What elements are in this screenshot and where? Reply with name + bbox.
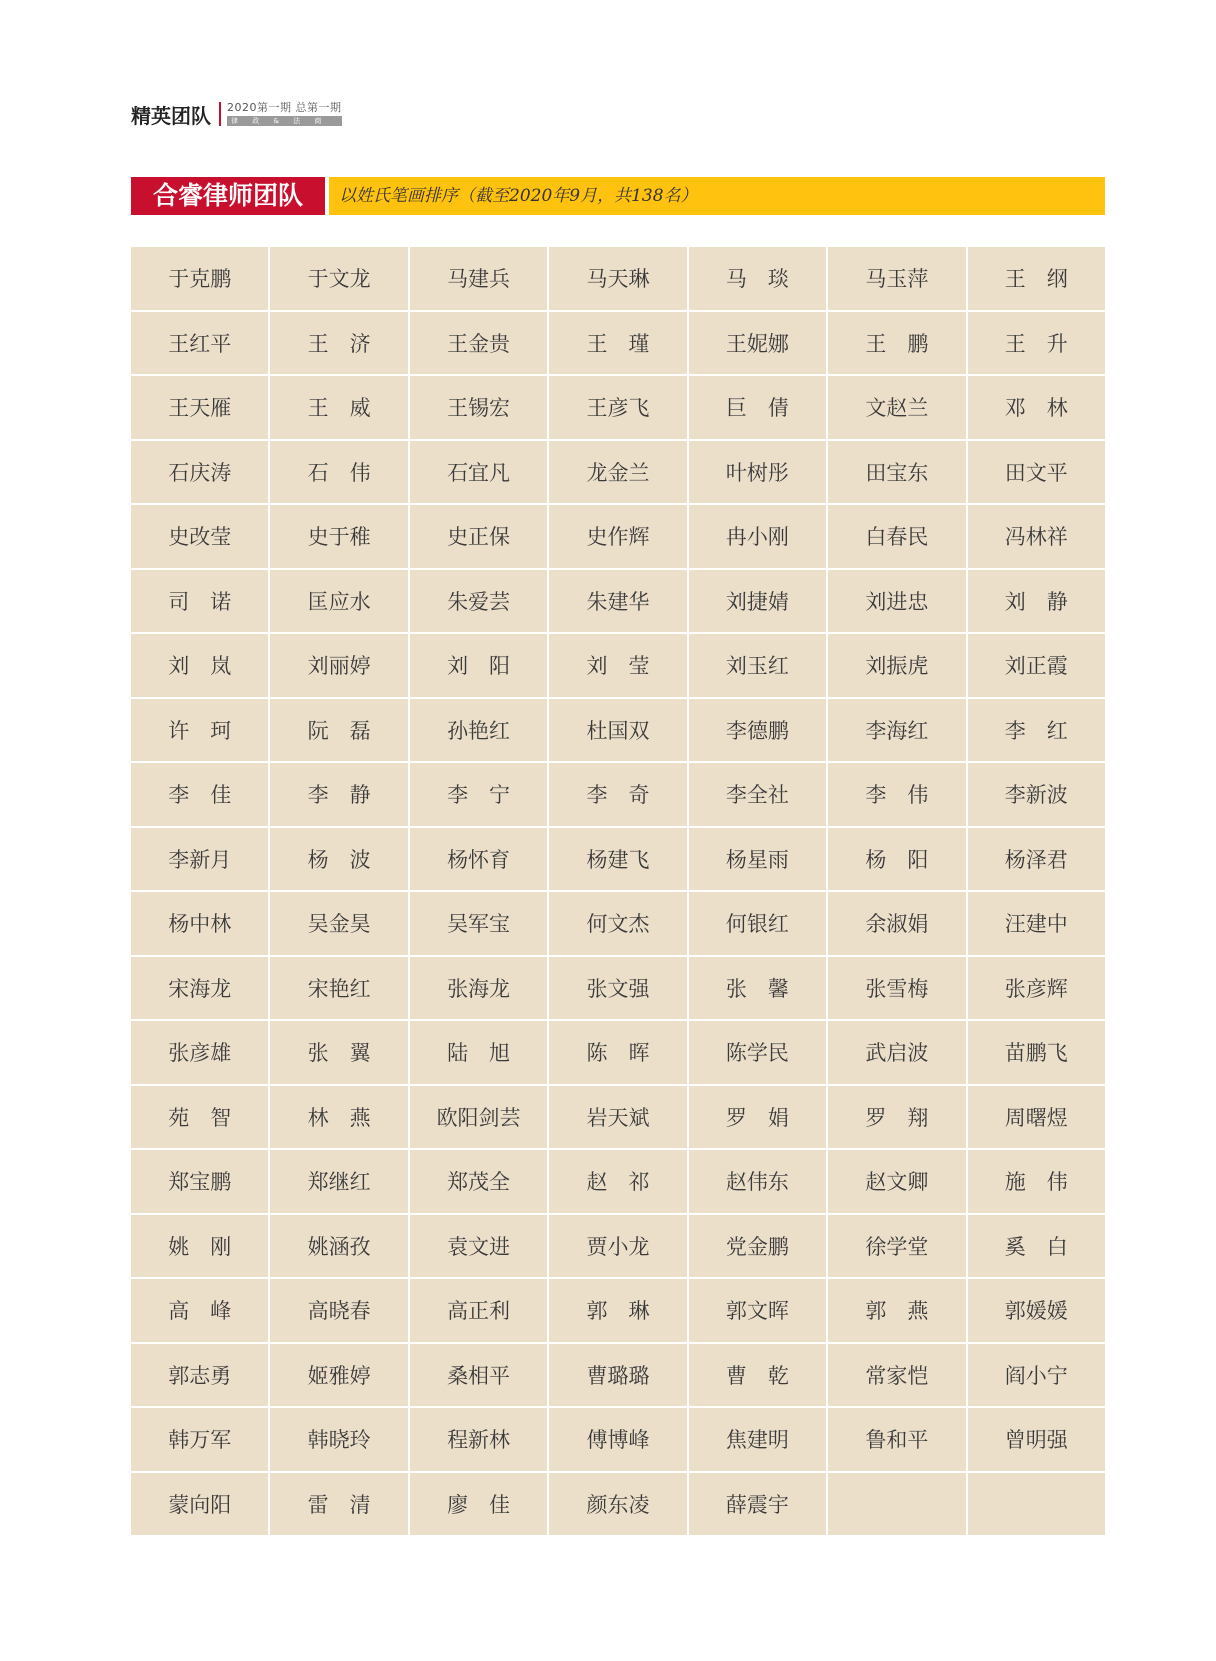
member-name: 王 鹏 xyxy=(828,312,965,375)
member-name: 郑继红 xyxy=(270,1150,407,1213)
member-name: 袁文进 xyxy=(410,1215,547,1278)
member-name: 李 奇 xyxy=(549,763,686,826)
member-name: 杨星雨 xyxy=(689,828,826,891)
member-name: 马 琰 xyxy=(689,247,826,310)
member-name: 赵伟东 xyxy=(689,1150,826,1213)
member-name: 史于稚 xyxy=(270,505,407,568)
member-name: 刘捷婧 xyxy=(689,570,826,633)
member-name: 邓 林 xyxy=(968,376,1105,439)
member-name: 巨 倩 xyxy=(689,376,826,439)
member-name: 李 宁 xyxy=(410,763,547,826)
member-name: 郑茂全 xyxy=(410,1150,547,1213)
member-name: 李 伟 xyxy=(828,763,965,826)
member-name: 韩晓玲 xyxy=(270,1408,407,1471)
member-name: 王天雁 xyxy=(131,376,268,439)
member-name: 郭 琳 xyxy=(549,1279,686,1342)
member-name: 赵 祁 xyxy=(549,1150,686,1213)
empty-cell xyxy=(968,1473,1105,1536)
member-name: 史改莹 xyxy=(131,505,268,568)
member-name: 颜东凌 xyxy=(549,1473,686,1536)
member-name: 廖 佳 xyxy=(410,1473,547,1536)
member-name: 曹 乾 xyxy=(689,1344,826,1407)
member-name: 刘玉红 xyxy=(689,634,826,697)
member-name: 韩万军 xyxy=(131,1408,268,1471)
member-name: 宋艳红 xyxy=(270,957,407,1020)
member-name: 李德鹏 xyxy=(689,699,826,762)
member-name: 刘 莹 xyxy=(549,634,686,697)
team-title: 合睿律师团队 xyxy=(131,177,325,215)
member-name: 李海红 xyxy=(828,699,965,762)
member-name: 孙艳红 xyxy=(410,699,547,762)
member-name: 王红平 xyxy=(131,312,268,375)
member-name: 李 佳 xyxy=(131,763,268,826)
member-name: 余淑娟 xyxy=(828,892,965,955)
member-name: 雷 清 xyxy=(270,1473,407,1536)
member-name: 匡应水 xyxy=(270,570,407,633)
member-name: 郭文晖 xyxy=(689,1279,826,1342)
member-name: 苑 智 xyxy=(131,1086,268,1149)
member-name: 王 济 xyxy=(270,312,407,375)
member-name: 刘丽婷 xyxy=(270,634,407,697)
member-name: 王 瑾 xyxy=(549,312,686,375)
member-name: 朱爱芸 xyxy=(410,570,547,633)
member-name: 司 诺 xyxy=(131,570,268,633)
member-name: 曹璐璐 xyxy=(549,1344,686,1407)
member-name: 张雪梅 xyxy=(828,957,965,1020)
member-name: 桑相平 xyxy=(410,1344,547,1407)
member-name: 王彦飞 xyxy=(549,376,686,439)
page-header xyxy=(131,100,342,128)
member-name: 苗鹏飞 xyxy=(968,1021,1105,1084)
member-name: 奚 白 xyxy=(968,1215,1105,1278)
member-name: 林 燕 xyxy=(270,1086,407,1149)
member-name: 李 静 xyxy=(270,763,407,826)
issue-number: 2020第一期 总第一期 xyxy=(227,101,342,114)
member-name: 阎小宁 xyxy=(968,1344,1105,1407)
member-name: 姬雅婷 xyxy=(270,1344,407,1407)
member-name: 田宝东 xyxy=(828,441,965,504)
member-name: 马建兵 xyxy=(410,247,547,310)
member-name: 王 升 xyxy=(968,312,1105,375)
member-name: 刘进忠 xyxy=(828,570,965,633)
member-name: 郑宝鹏 xyxy=(131,1150,268,1213)
member-name: 高 峰 xyxy=(131,1279,268,1342)
member-name: 吴军宝 xyxy=(410,892,547,955)
member-name: 王 威 xyxy=(270,376,407,439)
member-name: 程新林 xyxy=(410,1408,547,1471)
member-name: 张彦雄 xyxy=(131,1021,268,1084)
member-name: 阮 磊 xyxy=(270,699,407,762)
member-name: 李 红 xyxy=(968,699,1105,762)
member-name: 张文强 xyxy=(549,957,686,1020)
member-name: 郭 燕 xyxy=(828,1279,965,1342)
member-name: 石宜凡 xyxy=(410,441,547,504)
member-name: 李新波 xyxy=(968,763,1105,826)
member-name: 王锡宏 xyxy=(410,376,547,439)
member-name: 冉小刚 xyxy=(689,505,826,568)
member-name: 徐学堂 xyxy=(828,1215,965,1278)
member-name: 赵文卿 xyxy=(828,1150,965,1213)
member-name: 于文龙 xyxy=(270,247,407,310)
member-name: 姚 刚 xyxy=(131,1215,268,1278)
member-name: 何银红 xyxy=(689,892,826,955)
member-name: 党金鹏 xyxy=(689,1215,826,1278)
member-name: 陈学民 xyxy=(689,1021,826,1084)
member-name: 郭志勇 xyxy=(131,1344,268,1407)
member-name: 杨泽君 xyxy=(968,828,1105,891)
member-name: 岩天斌 xyxy=(549,1086,686,1149)
member-name: 欧阳剑芸 xyxy=(410,1086,547,1149)
issue-subtitle: 律 政 & 法 商 xyxy=(227,116,342,126)
member-name: 姚涵孜 xyxy=(270,1215,407,1278)
member-name: 杨中林 xyxy=(131,892,268,955)
member-name: 史正保 xyxy=(410,505,547,568)
member-name: 焦建明 xyxy=(689,1408,826,1471)
header-divider xyxy=(219,102,221,126)
member-name: 许 珂 xyxy=(131,699,268,762)
member-name: 张彦辉 xyxy=(968,957,1105,1020)
member-name: 高晓春 xyxy=(270,1279,407,1342)
member-name: 文赵兰 xyxy=(828,376,965,439)
empty-cell xyxy=(828,1473,965,1536)
member-name: 周曙煜 xyxy=(968,1086,1105,1149)
member-name: 刘 静 xyxy=(968,570,1105,633)
member-name: 何文杰 xyxy=(549,892,686,955)
issue-info xyxy=(227,102,342,126)
member-name: 贾小龙 xyxy=(549,1215,686,1278)
member-name: 鲁和平 xyxy=(828,1408,965,1471)
member-name: 常家恺 xyxy=(828,1344,965,1407)
team-banner xyxy=(131,177,1105,215)
member-grid xyxy=(131,247,1105,1535)
member-name: 杨建飞 xyxy=(549,828,686,891)
member-name: 冯林祥 xyxy=(968,505,1105,568)
member-name: 王 纲 xyxy=(968,247,1105,310)
member-name: 田文平 xyxy=(968,441,1105,504)
member-name: 马玉萍 xyxy=(828,247,965,310)
member-name: 蒙向阳 xyxy=(131,1473,268,1536)
member-name: 于克鹏 xyxy=(131,247,268,310)
member-name: 王金贵 xyxy=(410,312,547,375)
member-name: 杨怀育 xyxy=(410,828,547,891)
member-name: 罗 娟 xyxy=(689,1086,826,1149)
member-name: 汪建中 xyxy=(968,892,1105,955)
member-name: 龙金兰 xyxy=(549,441,686,504)
member-name: 罗 翔 xyxy=(828,1086,965,1149)
member-name: 施 伟 xyxy=(968,1150,1105,1213)
member-name: 郭媛媛 xyxy=(968,1279,1105,1342)
member-name: 王妮娜 xyxy=(689,312,826,375)
member-name: 杨 波 xyxy=(270,828,407,891)
member-name: 武启波 xyxy=(828,1021,965,1084)
member-name: 陈 晖 xyxy=(549,1021,686,1084)
member-name: 刘 阳 xyxy=(410,634,547,697)
member-name: 宋海龙 xyxy=(131,957,268,1020)
member-name: 曾明强 xyxy=(968,1408,1105,1471)
member-name: 张 翼 xyxy=(270,1021,407,1084)
member-name: 吴金昊 xyxy=(270,892,407,955)
member-name: 傅博峰 xyxy=(549,1408,686,1471)
section-title: 精英团队 xyxy=(131,103,211,128)
member-name: 白春民 xyxy=(828,505,965,568)
member-name: 陆 旭 xyxy=(410,1021,547,1084)
member-name: 张海龙 xyxy=(410,957,547,1020)
member-name: 李全社 xyxy=(689,763,826,826)
member-name: 朱建华 xyxy=(549,570,686,633)
member-name: 史作辉 xyxy=(549,505,686,568)
member-name: 叶树彤 xyxy=(689,441,826,504)
member-name: 杨 阳 xyxy=(828,828,965,891)
team-subtitle: 以姓氏笔画排序（截至2020年9月，共138名） xyxy=(329,177,1105,215)
member-name: 马天琳 xyxy=(549,247,686,310)
member-name: 石庆涛 xyxy=(131,441,268,504)
member-name: 刘振虎 xyxy=(828,634,965,697)
member-name: 石 伟 xyxy=(270,441,407,504)
member-name: 刘正霞 xyxy=(968,634,1105,697)
member-name: 张 馨 xyxy=(689,957,826,1020)
member-name: 高正利 xyxy=(410,1279,547,1342)
member-name: 薛震宇 xyxy=(689,1473,826,1536)
member-name: 杜国双 xyxy=(549,699,686,762)
member-name: 刘 岚 xyxy=(131,634,268,697)
member-name: 李新月 xyxy=(131,828,268,891)
